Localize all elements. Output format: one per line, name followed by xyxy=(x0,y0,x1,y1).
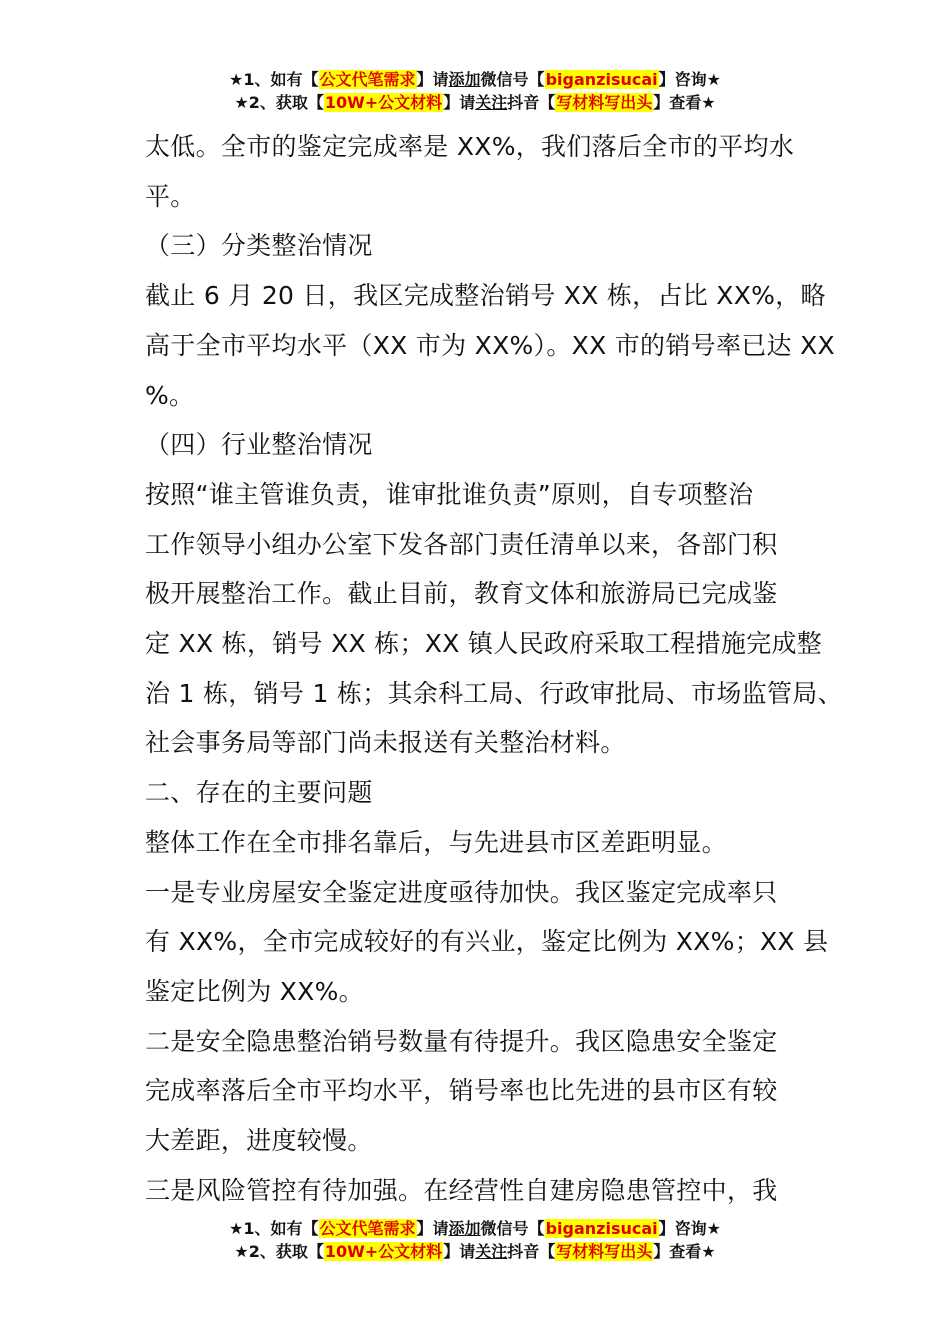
body-line: 极开展整治工作。截止目前，教育文体和旅游局已完成鉴 xyxy=(145,579,778,609)
header-highlight-douyin: 写材料写出头 xyxy=(556,93,653,112)
body-line: 按照“谁主管谁负责，谁审批谁负责”原则，自专项整治 xyxy=(145,479,754,509)
header-line-1-prefix: ★1、如有【 xyxy=(229,70,319,89)
body-line: %。 xyxy=(145,380,195,410)
section-heading: （四）行业整治情况 xyxy=(145,430,373,460)
header-line-1-text: 】请 xyxy=(416,70,449,89)
footer-banner xyxy=(0,1217,950,1263)
header-highlight-service: 公文代笔需求 xyxy=(319,70,416,89)
header-line-2-text-2: 抖音【 xyxy=(507,93,556,112)
body-line: 三是风险管控有待加强。在经营性自建房隐患管控中，我 xyxy=(145,1175,778,1205)
footer-highlight-wechat-id: biganzisucai xyxy=(545,1219,658,1238)
footer-line-1-prefix: ★1、如有【 xyxy=(229,1219,319,1238)
body-line: 社会事务局等部门尚未报送有关整治材料。 xyxy=(145,728,626,758)
header-underlined-add: 添加 xyxy=(448,70,481,89)
document-body xyxy=(145,122,843,1215)
header-line-2-text: 】请 xyxy=(443,93,476,112)
body-line: 高于全市平均水平（XX 市为 XX%）。XX 市的销号率已达 XX xyxy=(145,330,835,360)
footer-line-2 xyxy=(0,1240,950,1263)
header-underlined-follow: 关注 xyxy=(475,93,508,112)
footer-line-1-text-2: 微信号【 xyxy=(480,1219,545,1238)
footer-line-1-text: 】请 xyxy=(416,1219,449,1238)
header-line-2-prefix: ★2、获取【 xyxy=(234,93,324,112)
footer-highlight-service: 公文代笔需求 xyxy=(319,1219,416,1238)
header-line-1-text-2: 微信号【 xyxy=(480,70,545,89)
section-heading: （三）分类整治情况 xyxy=(145,231,373,261)
footer-line-2-prefix: ★2、获取【 xyxy=(234,1242,324,1261)
header-highlight-materials: 10W+公文材料 xyxy=(324,93,443,112)
body-line: 截止 6 月 20 日，我区完成整治销号 XX 栋，占比 XX%，略 xyxy=(145,281,826,311)
body-line: 平。 xyxy=(145,181,196,211)
body-line: 二是安全隐患整治销号数量有待提升。我区隐患安全鉴定 xyxy=(145,1026,778,1056)
footer-line-2-text-2: 抖音【 xyxy=(507,1242,556,1261)
footer-line-2-text: 】请 xyxy=(443,1242,476,1261)
footer-line-2-suffix: 】查看★ xyxy=(653,1242,716,1261)
body-line: 一是专业房屋安全鉴定进度亟待加快。我区鉴定完成率只 xyxy=(145,877,778,907)
footer-line-1-suffix: 】咨询★ xyxy=(658,1219,721,1238)
footer-highlight-materials: 10W+公文材料 xyxy=(324,1242,443,1261)
body-line: 整体工作在全市排名靠后，与先进县市区差距明显。 xyxy=(145,827,727,857)
body-line: 工作领导小组办公室下发各部门责任清单以来，各部门积 xyxy=(145,529,778,559)
header-banner xyxy=(0,68,950,114)
body-line: 大差距，进度较慢。 xyxy=(145,1126,373,1156)
header-line-1 xyxy=(0,68,950,91)
body-line: 完成率落后全市平均水平，销号率也比先进的县市区有较 xyxy=(145,1076,778,1106)
header-line-2 xyxy=(0,91,950,114)
header-line-1-suffix: 】咨询★ xyxy=(658,70,721,89)
body-line: 治 1 栋，销号 1 栋；其余科工局、行政审批局、市场监管局、 xyxy=(145,678,843,708)
footer-highlight-douyin: 写材料写出头 xyxy=(556,1242,653,1261)
body-line: 太低。全市的鉴定完成率是 XX%，我们落后全市的平均水 xyxy=(145,132,795,161)
body-line: 定 XX 栋，销号 XX 栋；XX 镇人民政府采取工程措施完成整 xyxy=(145,629,823,659)
footer-underlined-add: 添加 xyxy=(448,1219,481,1238)
body-line: 有 XX%，全市完成较好的有兴业，鉴定比例为 XX%；XX 县 xyxy=(145,927,829,957)
footer-line-1 xyxy=(0,1217,950,1240)
section-heading: 二、存在的主要问题 xyxy=(145,778,373,808)
header-highlight-wechat-id: biganzisucai xyxy=(545,70,658,89)
footer-underlined-follow: 关注 xyxy=(475,1242,508,1261)
body-line: 鉴定比例为 XX%。 xyxy=(145,976,364,1006)
header-line-2-suffix: 】查看★ xyxy=(653,93,716,112)
